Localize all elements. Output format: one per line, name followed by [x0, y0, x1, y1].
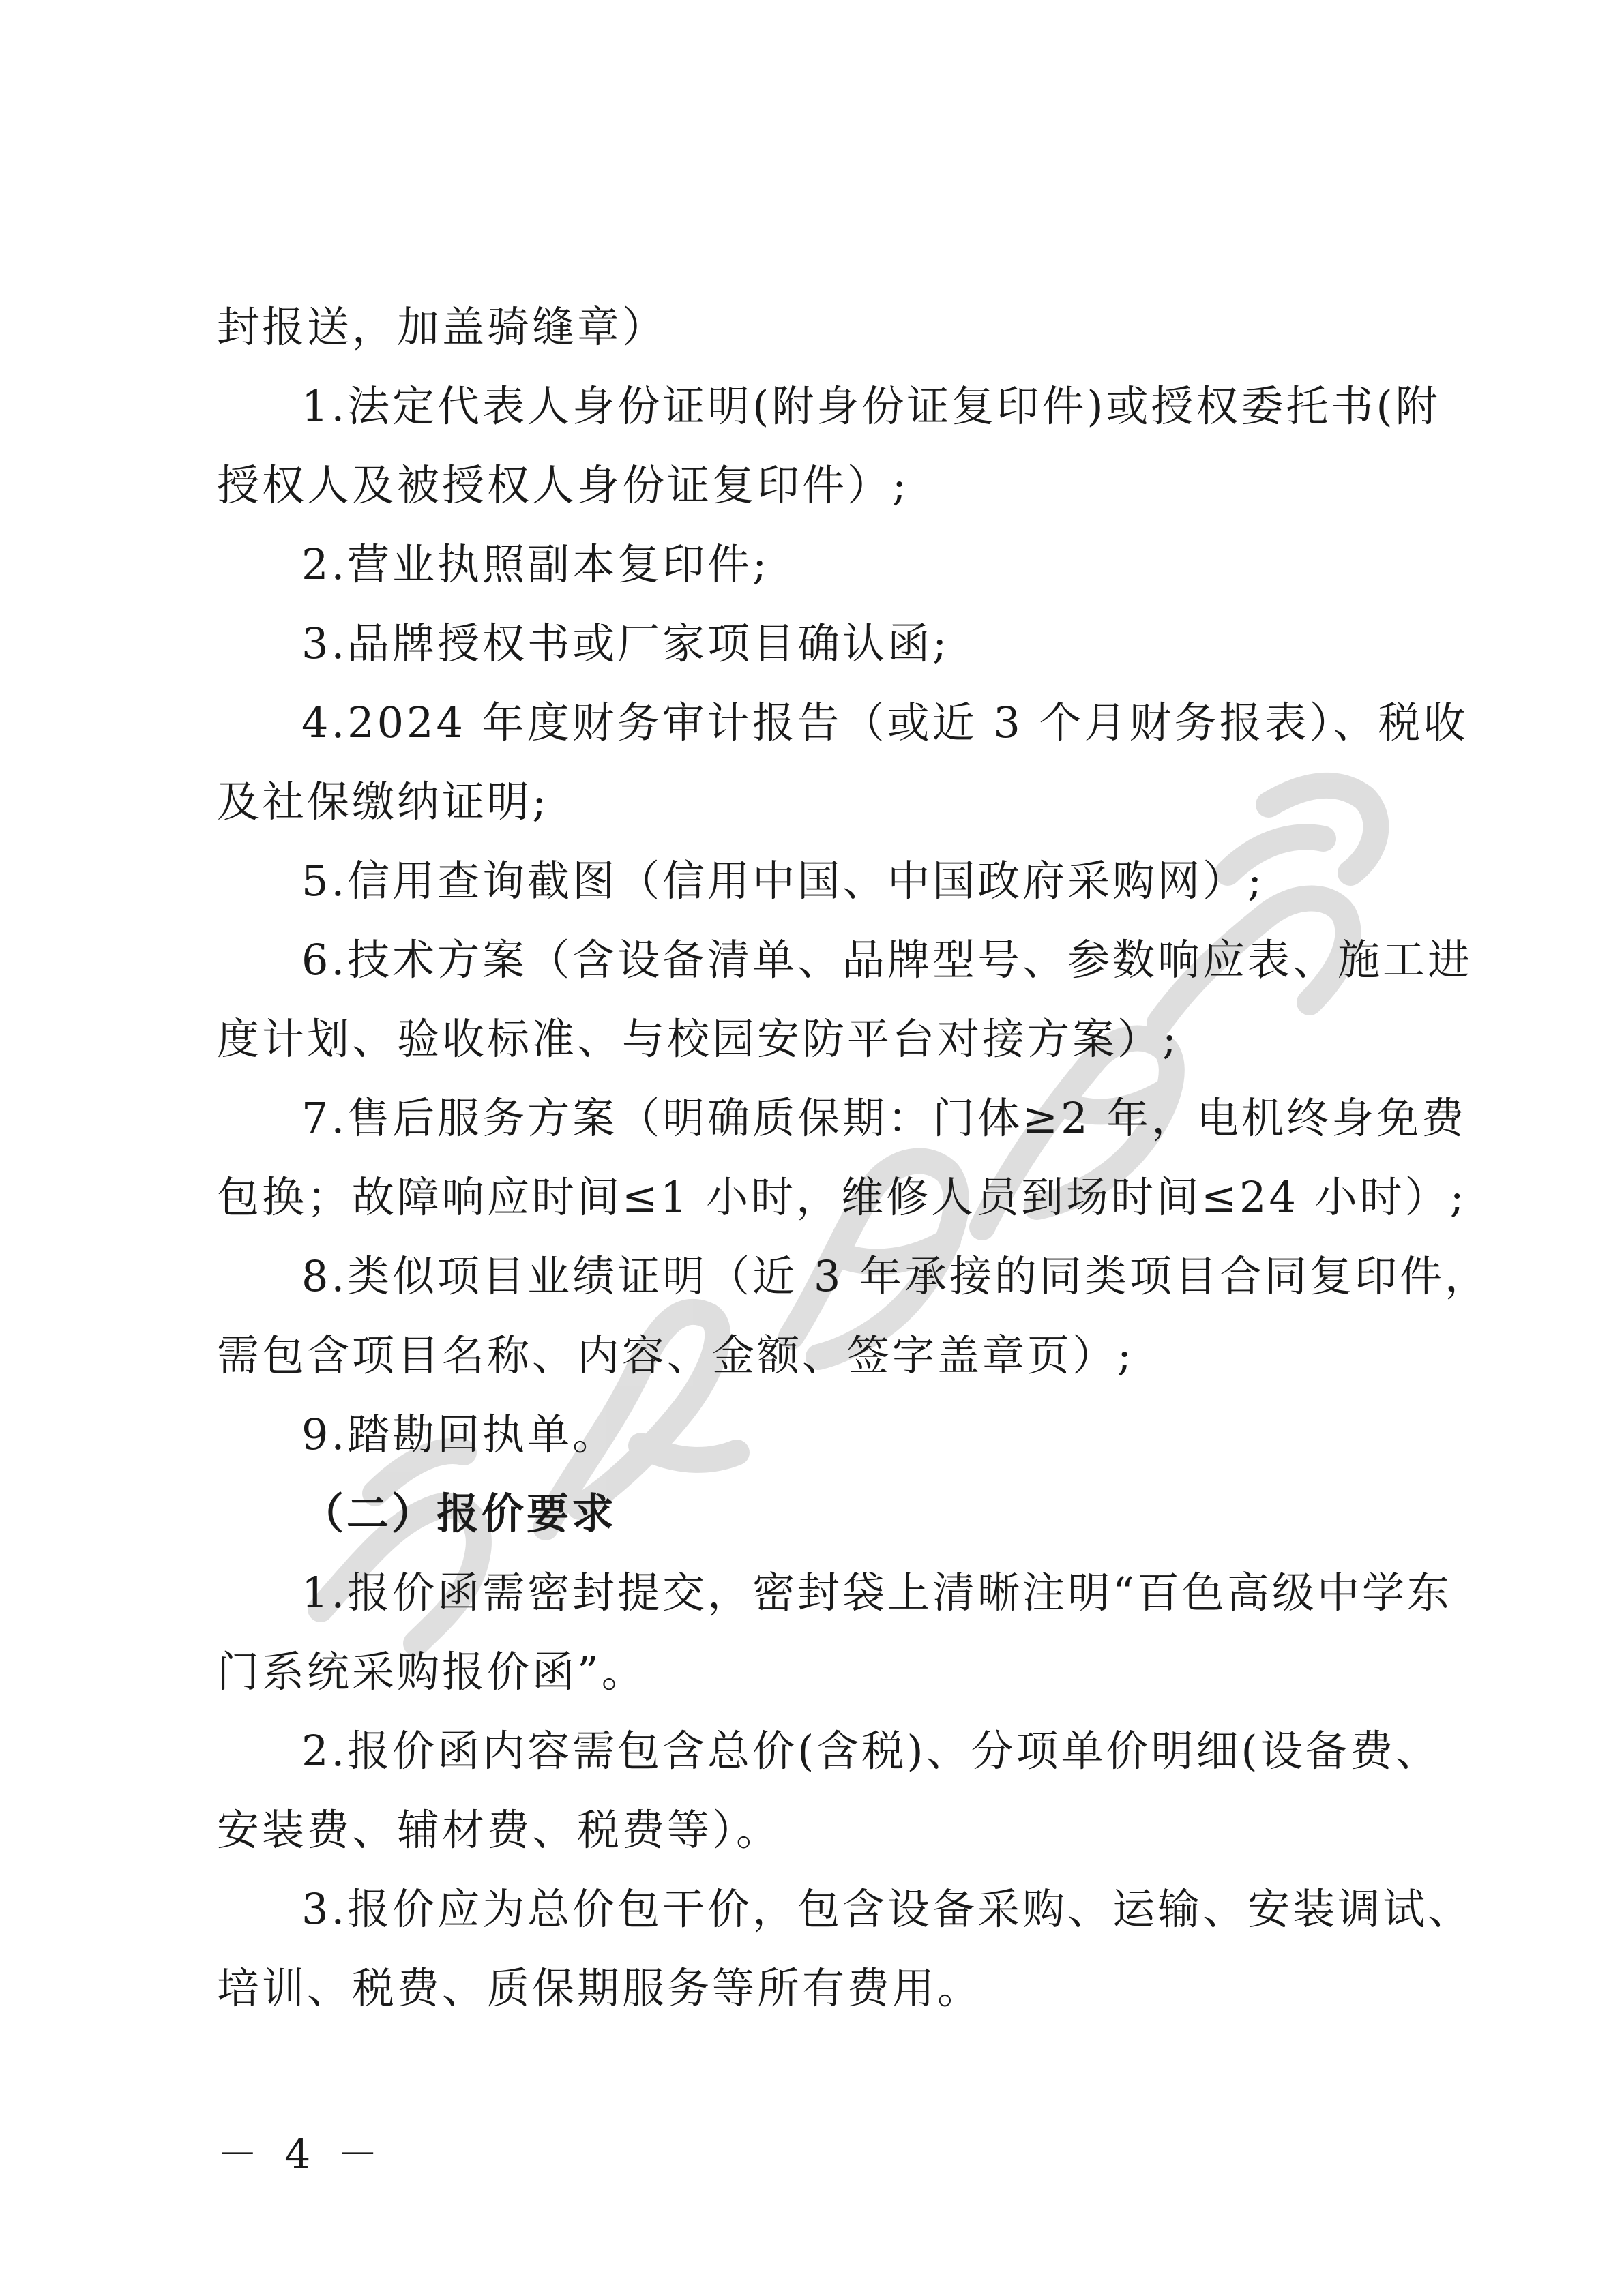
text-line: 1.法定代表人身份证明(附身份证复印件)或授权委托书(附: [301, 381, 1441, 431]
text-line: 封报送，加盖骑缝章）: [217, 302, 668, 352]
text-line: 8.类似项目业绩证明（近 3 年承接的同类项目合同复印件，: [301, 1251, 1490, 1301]
text-line: 4.2024 年度财务审计报告（或近 3 个月财务报表）、税收: [301, 698, 1468, 747]
text-line: 及社保缴纳证明;: [217, 777, 549, 826]
text-line: 9.踏勘回执单。: [301, 1410, 618, 1459]
text-line: 3.品牌授权书或厂家项目确认函;: [301, 618, 950, 668]
text-line: 培训、税费、质保期服务等所有费用。: [217, 1963, 983, 2013]
text-line: 授权人及被授权人身份证复印件）;: [217, 460, 909, 510]
text-line: 2.报价函内容需包含总价(含税)、分项单价明细(设备费、: [301, 1726, 1441, 1776]
text-line: 2.营业执照副本复印件;: [301, 539, 770, 589]
text-line: 1.报价函需密封提交，密封袋上清晰注明“百色高级中学东: [301, 1568, 1452, 1617]
page-number: － 4 －: [217, 2131, 385, 2179]
section-heading: （二）报价要求: [301, 1489, 617, 1538]
text-line: 安装费、辅材费、税费等）。: [217, 1805, 782, 1855]
text-line: 7.售后服务方案（明确质保期：门体≥2 年，电机终身免费: [301, 1093, 1467, 1143]
text-line: 门系统采购报价函”。: [217, 1647, 647, 1697]
text-line: 6.技术方案（含设备清单、品牌型号、参数响应表、施工进: [301, 935, 1473, 985]
text-line: 3.报价应为总价包干价，包含设备采购、运输、安装调试、: [301, 1884, 1473, 1934]
text-line: 度计划、验收标准、与校园安防平台对接方案）;: [217, 1014, 1179, 1064]
text-line: 5.信用查询截图（信用中国、中国政府采购网）;: [301, 856, 1265, 906]
text-line: 包换；故障响应时间≤1 小时，维修人员到场时间≤24 小时）;: [217, 1172, 1467, 1222]
text-line: 需包含项目名称、内容、金额、签字盖章页）;: [217, 1330, 1134, 1380]
